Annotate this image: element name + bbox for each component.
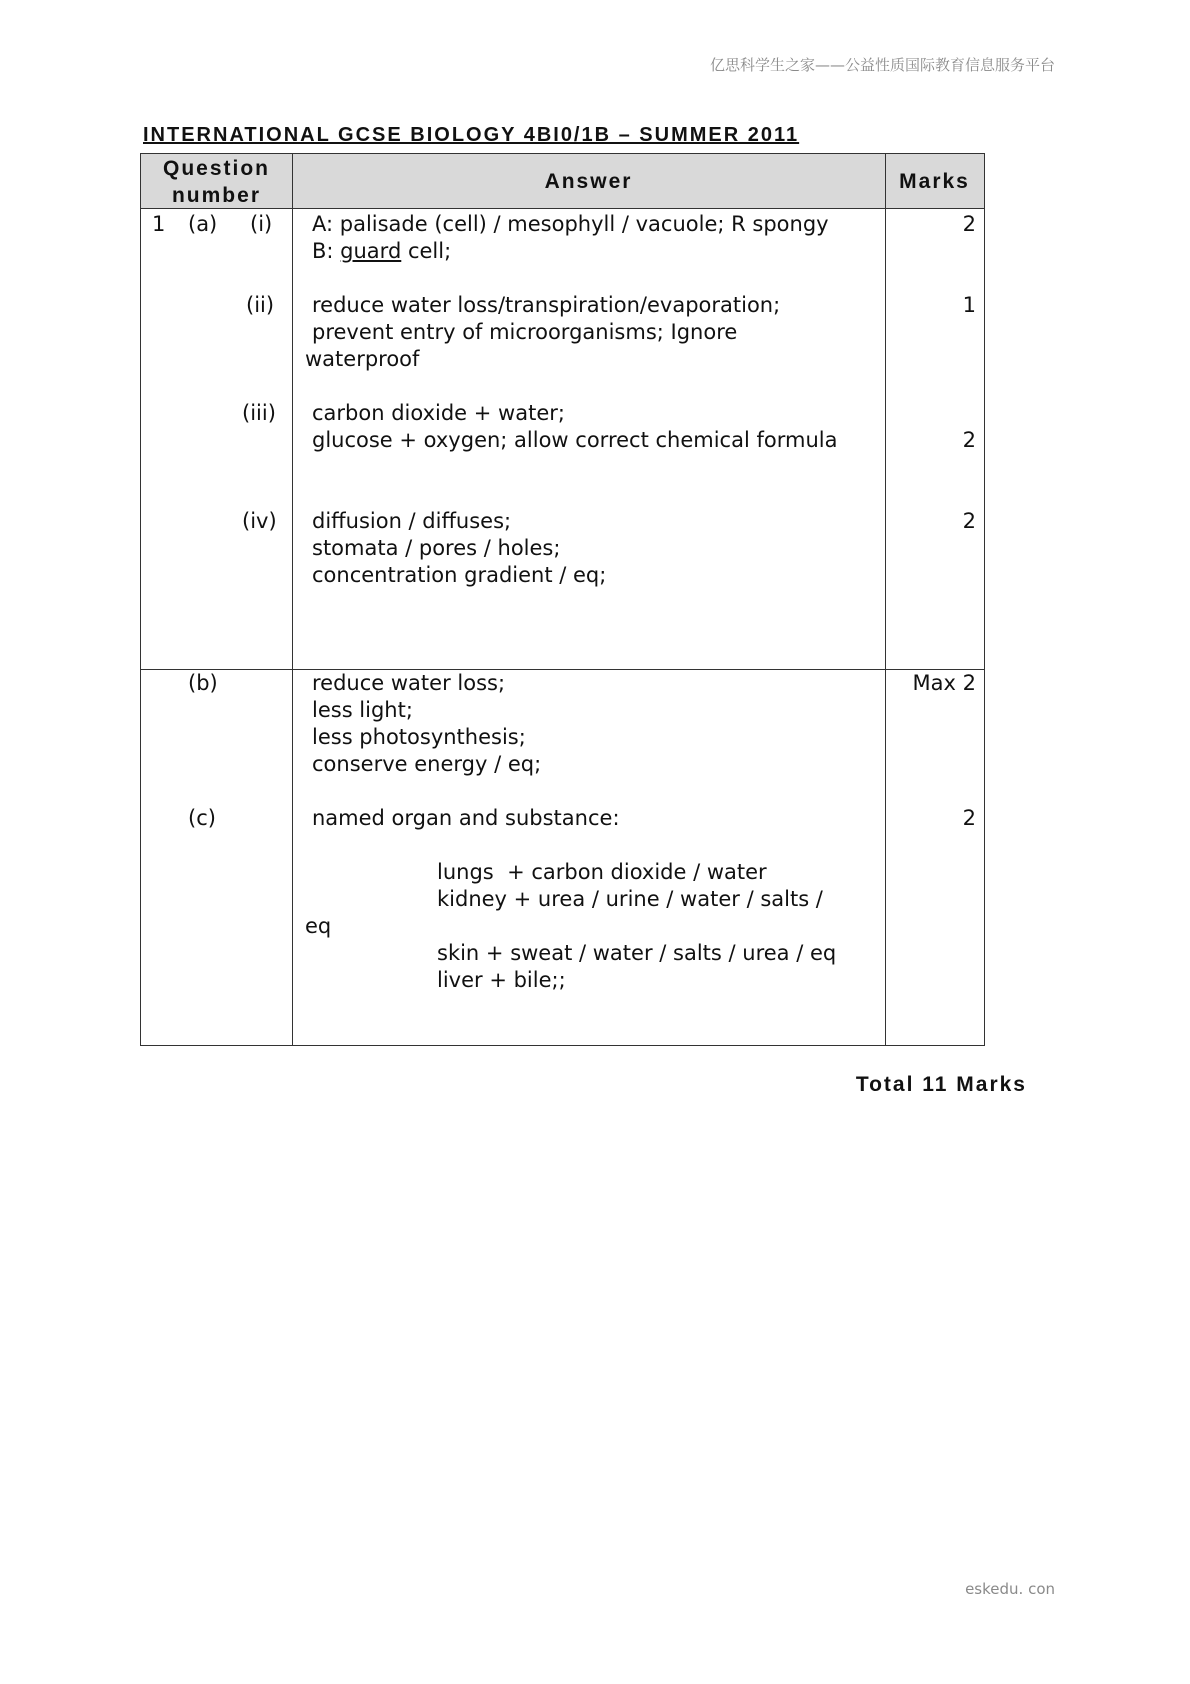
- answer-line: waterproof: [305, 347, 420, 371]
- underlined-keyword: guard: [340, 239, 402, 263]
- question-subpart: (iii): [242, 401, 276, 425]
- question-subpart: (iv): [242, 509, 277, 533]
- answer-line: prevent entry of microorganisms; Ignore: [312, 320, 738, 344]
- answer-line: conserve energy / eq;: [312, 752, 542, 776]
- answer-line: named organ and substance:: [312, 806, 620, 830]
- answer-line: A: palisade (cell) / mesophyll / vacuole; R spongy: [312, 212, 829, 236]
- answer-line: reduce water loss/transpiration/evaporation;: [312, 293, 781, 317]
- row-divider: [141, 669, 984, 670]
- answer-line: diffusion / diffuses;: [312, 509, 512, 533]
- question-part: (c): [188, 806, 216, 830]
- column-divider: [292, 154, 293, 1045]
- marks-value: 1: [962, 293, 976, 317]
- answer-line: liver + bile;;: [437, 968, 566, 992]
- watermark-footer: eskedu. con: [965, 1580, 1055, 1598]
- question-number: 1: [152, 212, 166, 236]
- answer-line: skin + sweat / water / salts / urea / eq: [437, 941, 837, 965]
- mark-scheme-table: [140, 153, 985, 1046]
- question-subpart: (ii): [246, 293, 275, 317]
- header-answer: Answer: [544, 170, 633, 193]
- marks-value: 2: [962, 428, 976, 452]
- answer-line: kidney + urea / urine / water / salts /: [437, 887, 823, 911]
- header-question-number: Question number: [162, 157, 270, 207]
- marks-value: 2: [962, 212, 976, 236]
- document-title: INTERNATIONAL GCSE BIOLOGY 4BI0/1B – SUMMER 2011: [143, 124, 800, 146]
- question-part: (b): [188, 671, 218, 695]
- answer-line: eq: [305, 914, 332, 938]
- answer-line: less photosynthesis;: [312, 725, 526, 749]
- marks-value: Max 2: [912, 671, 976, 695]
- answer-line: lungs + carbon dioxide / water: [437, 860, 767, 884]
- answer-line: carbon dioxide + water;: [312, 401, 565, 425]
- answer-line: stomata / pores / holes;: [312, 536, 561, 560]
- question-part: (a): [188, 212, 218, 236]
- answer-line: B: guard cell;: [312, 239, 452, 263]
- answer-line: reduce water loss;: [312, 671, 506, 695]
- header-marks: Marks: [899, 170, 970, 193]
- answer-line: glucose + oxygen; allow correct chemical formula: [312, 428, 838, 452]
- answer-line: less light;: [312, 698, 413, 722]
- answer-line: concentration gradient / eq;: [312, 563, 607, 587]
- column-divider: [885, 154, 886, 1045]
- total-marks: Total 11 Marks: [855, 1073, 1027, 1096]
- question-subpart: (i): [250, 212, 273, 236]
- watermark-header: 亿思科学生之家——公益性质国际教育信息服务平台: [709, 56, 1055, 74]
- marks-value: 2: [962, 509, 976, 533]
- marks-value: 2: [962, 806, 976, 830]
